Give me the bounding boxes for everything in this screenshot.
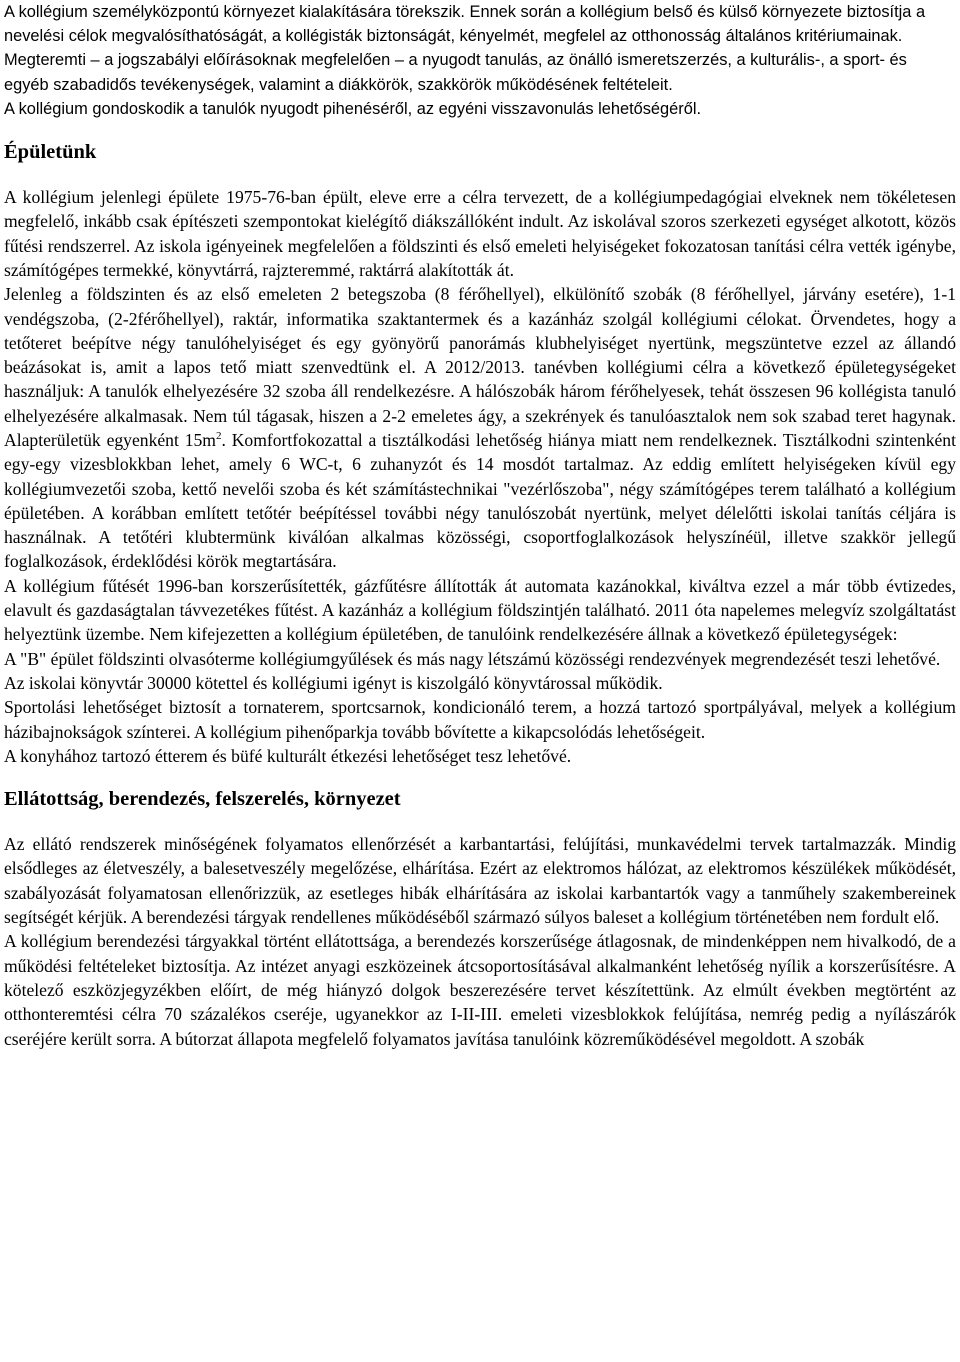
intro-paragraph: A kollégium gondoskodik a tanulók nyugodt pihenéséről, az egyéni visszavonulás lehetőségéről. xyxy=(4,99,702,118)
body-paragraph: A kollégium jelenlegi épülete 1975-76-ban épült, eleve erre a célra tervezett, de a kollégiumpedagógiai elveknek nem tökéletesen megfelelő, inkább csak építészeti szempontokat kielégítő diákszállóként indult. Az iskolával szoros szerkezeti egységet alkotott, közös fűtési rendszerrel. Az iskola igényeinek megfelelően a földszinti és első emeleti helyiségeket fokozatosan tanítási célra vették igénybe, számítógépes termekké, könyvtárrá, rajzteremmé, raktárrá alakították át. xyxy=(4,187,956,280)
body-text: Jelenleg a földszinten és az első emeleten 2 betegszoba (8 férőhellyel), elkülönítő szobák (8 férőhellyel, járvány esetére), 1-1 vendégszoba, (2-2férőhellyel), raktár, informatika szaktantermek és a kazánház szolgál kollégiumi célokat. Örvendetes, hogy a tetőteret beépítve négy tanulóhelyiséget és egy gyönyörű panorámás klubhelyiséget nyertünk, megszüntetve ezzel az állandó beázásokat is, amit a lapos tető miatt szenvedtünk el. A 2012/2013. tanévben kollégiumi célra a következő épületegységeket használjuk: A tanulók elhelyezésére 32 szoba áll rendelkezésre. A hálószobák három férőhelyesek, tehát összesen 96 kollégista tanuló elhelyezésére alkalmasak. Nem túl tágasak, hiszen a 2-2 emeletes ágy, a szekrények és tanulóasztalok nem sok szabad teret hagynak. Alapterületük egyenként 15m xyxy=(4,284,956,450)
body-text: . Komfortfokozattal a tisztálkodási lehetőség hiánya miatt nem rendelkeznek. Tisztálkodni szintenként egy-egy vizesblokkban lehet, amely 6 WC-t, 6 zuhanyzót és 14 mosdót tartalmaz. Az eddig említett helyiségeken kívül egy kollégiumvezetői szoba, kettő nevelői szoba és két számítástechnikai "vezérlőszoba", négy számítógépes terem található a kollégium épületében. A korábban említett tetőtér beépítéssel további négy tanulószobát nyertünk, melyet délelőtti iskolai tanítás céljára is használnak. A tetőtéri klubtermünk kiválóan alkalmas közösségi, csoportfoglalkozások helyszínéül, illetve szakkör jellegű foglalkozások, érdeklődési körök megtartására. xyxy=(4,429,956,572)
document-page xyxy=(4,0,956,1051)
body-paragraph xyxy=(4,282,956,574)
body-paragraph: A "B" épület földszinti olvasóterme kollégiumgyűlések és más nagy létszámú közösségi rendezvények megrendezését teszi lehetővé. xyxy=(4,648,941,669)
section-epuletunk-body xyxy=(4,185,956,768)
section-ellatottsag-body xyxy=(4,832,956,1051)
intro-paragraph: Megteremti – a jogszabályi előírásoknak megfelelően – a nyugodt tanulás, az önálló ismeretszerzés, a kulturális-, a sport- és egyéb szabadidős tevékenységek, valamint a diákkörök, szakkörök működésének feltételeit. xyxy=(4,51,907,94)
body-paragraph: Az ellátó rendszerek minőségének folyamatos ellenőrzését a karbantartási, felújítási, munkavédelmi tervek tartalmazzák. Mindig elsődleges az életveszély, a balesetveszély megelőzése, elhárítása. Ezért az elektromos hálózat, az elektromos készülékek működését, szabályozását folyamatosan ellenőrizzük, az esetleges hibák elhárítására az iskolai karbantartók vagy a tanműhely szakembereinek segítségét kérjük. A berendezési tárgyak rendellenes működéséből származó súlyos baleset a kollégium történetében nem fordult elő. xyxy=(4,834,956,928)
body-paragraph: A kollégium berendezési tárgyakkal történt ellátottsága, a berendezés korszerűsége átlagosnak, de mindenképpen nem hivalkodó, de a működési feltételeket biztosítja. Az intézet anyagi eszközeinek átcsoportosításával alkalmanként lehetőség nyílik a korszerűsítésre. A kötelező eszközjegyzékben előírt, de még hiányzó dolgok beszerezésére tervet készítettünk. Az elmúlt években megtörtént az otthonteremtési célra 70 százalékos cseréje, ugyanekkor az I-II-III. emeleti vizesblokkok felújítása, nemrég pedig a nyílászárók cseréjére került sorra. A bútorzat állapota megfelelő folyamatos javítása tanulóink közreműködésével megoldott. A szobák xyxy=(4,931,956,1049)
body-paragraph: Az iskolai könyvtár 30000 kötettel és kollégiumi igényt is kiszolgáló könyvtárossal működik. xyxy=(4,672,663,693)
body-paragraph: A konyhához tartozó étterem és büfé kulturált étkezési lehetőséget tesz lehetővé. xyxy=(4,745,572,766)
body-paragraph: A kollégium fűtését 1996-ban korszerűsítették, gázfűtésre állították át automata kazánokkal, kiváltva ezzel a már több évtizedes, elavult és gazdaságtalan távvezetékes fűtést. A kazánház a kollégium földszintjén található. 2011 óta napelemes melegvíz szolgáltatást helyeztünk üzembe. Nem kifejezetten a kollégium épületében, de tanulóink rendelkezésére állnak a következő épületegységek: xyxy=(4,575,956,645)
body-paragraph: Sportolási lehetőséget biztosít a tornaterem, sportcsarnok, kondicionáló terem, a hozzá tartozó sportpályával, melyek a kollégium házibajnokságok színterei. A kollégium pihenőparkja tovább bővítette a kikapcsolódás lehetőségeit. xyxy=(4,697,956,742)
superscript-2: 2 xyxy=(215,430,222,443)
intro-paragraph: A kollégium személyközpontú környezet kialakítására törekszik. Ennek során a kollégium belső és külső környezete biztosítja a nevelési célok megvalósíthatóságát, a kollégisták biztonságát, kényelmét, megfelel az otthonosság általános kritériumainak. xyxy=(4,3,926,46)
intro-block xyxy=(4,0,956,121)
section-heading-ellatottsag: Ellátottság, berendezés, felszerelés, környezet xyxy=(4,788,401,811)
section-heading-epuletunk: Épületünk xyxy=(4,141,97,164)
